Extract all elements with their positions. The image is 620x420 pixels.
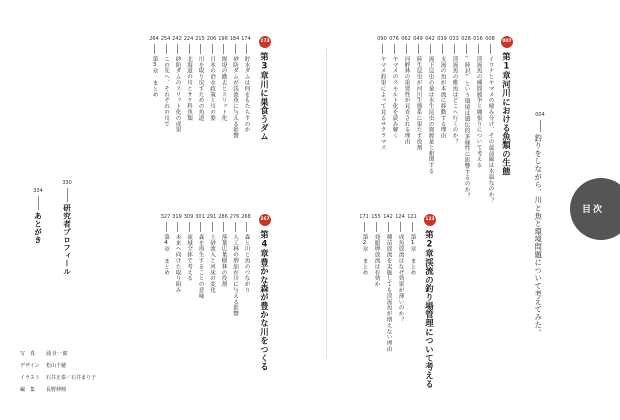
entry-page-number: 224 <box>183 36 194 42</box>
entry-page-number: 254 <box>160 36 171 42</box>
toc-entry[interactable]: 落葉広葉樹林の役割 <box>220 234 227 288</box>
chapter3-badge: 173 <box>259 36 271 48</box>
entry-page-number: 301 <box>195 214 205 220</box>
credit-role: デザイン <box>20 363 40 369</box>
entry-stem <box>235 44 236 54</box>
credit-name: 石井正泰／石井まり子 <box>46 375 97 381</box>
entry-page-number: 039 <box>437 36 447 42</box>
entry-stem <box>430 44 431 54</box>
toc-tab-label: 目次 <box>582 205 605 215</box>
credit-role: 写 真 <box>20 351 36 357</box>
entry-page-number: 184 <box>229 36 240 42</box>
toc-entry[interactable]: 渓流魚の稚魚はどこへ行くのか？ <box>451 56 458 145</box>
toc-entry[interactable]: 第3章 まとめ <box>151 56 158 98</box>
entry-page-number: 327 <box>160 214 171 220</box>
entry-stem <box>154 44 155 54</box>
toc-entry[interactable]: 日本の治水政策と川の姿 <box>209 56 216 121</box>
credit-name: 長野伸興 <box>46 387 67 393</box>
entry-page-number: 121 <box>407 214 417 220</box>
entry-page-number: 090 <box>377 36 387 42</box>
entry-stem <box>442 44 443 54</box>
toc-entry[interactable]: ヤマメ釣果によって見るサクラマス <box>379 56 386 151</box>
entry-page-number: 049 <box>413 36 423 42</box>
entry-stem <box>166 222 167 232</box>
afterword-page-number: 334 <box>33 188 43 194</box>
chapter2-title[interactable]: 渓流の釣り場管理について考える <box>424 258 435 389</box>
entry-stem <box>454 44 455 54</box>
entry-page-number: 268 <box>241 214 251 220</box>
entry-page-number: 155 <box>371 214 381 220</box>
entry-stem <box>246 44 247 54</box>
entry-stem <box>246 222 247 232</box>
toc-entry[interactable]: 人工林の増加が川に与える影響 <box>232 234 239 317</box>
chapter1-label: 第1章 <box>501 52 512 80</box>
toc-entry[interactable]: 未来へ向けた取り組み <box>174 234 181 293</box>
toc-entry[interactable]: 第4章 まとめ <box>163 234 170 276</box>
entry-stem <box>388 222 389 232</box>
entry-page-number: 124 <box>395 214 405 220</box>
entry-stem <box>177 222 178 232</box>
chapter3-title[interactable]: 川に巣食うダム <box>259 80 270 141</box>
entry-stem <box>376 222 377 232</box>
entry-stem <box>177 44 178 54</box>
afterword-stem <box>38 196 39 210</box>
credit-row <box>20 352 68 357</box>
credit-name: 松山千穂 <box>46 363 67 369</box>
entry-stem <box>418 44 419 54</box>
credit-row <box>20 376 96 381</box>
entry-stem <box>412 222 413 232</box>
credit-row <box>20 388 66 393</box>
entry-stem <box>478 44 479 54</box>
toc-entry[interactable]: 河畔林の重要性が見直される理由 <box>403 56 410 145</box>
toc-entry[interactable]: イワナとヤマメの棲み分け、その最前線は水温なのか？ <box>487 56 494 204</box>
entry-page-number: 206 <box>206 36 217 42</box>
entry-page-number: 076 <box>389 36 399 42</box>
entry-stem <box>212 222 213 232</box>
chapter4-title[interactable]: 豊かな森が豊かな川をつくる <box>259 258 270 371</box>
entry-page-number: 286 <box>218 214 228 220</box>
toc-tab <box>570 178 620 240</box>
toc-entry[interactable]: 北海道の川とサケ科魚類 <box>186 56 193 121</box>
profile-page-number: 330 <box>62 180 72 186</box>
entry-page-number: 196 <box>218 36 228 42</box>
toc-entry[interactable]: 流域全体で考える <box>186 234 193 282</box>
toc-entry[interactable]: 陸生昆虫が河川生態系に果たす役割 <box>415 56 422 151</box>
credit-role: イラスト <box>20 375 40 381</box>
chapter1-badge: 007 <box>501 36 513 48</box>
profile-entry[interactable]: 研究者プロフィール <box>62 204 72 276</box>
toc-entry[interactable]: 森と川と魚のつながり <box>243 234 250 293</box>
toc-entry[interactable]: 川を取り戻すための魚道 <box>197 56 204 121</box>
entry-stem <box>200 222 201 232</box>
toc-entry[interactable]: 種苗放流を実施しても渓流魚が増えない理由 <box>385 234 392 352</box>
intro-page-number: 004 <box>535 112 545 118</box>
entry-stem <box>189 222 190 232</box>
toc-entry[interactable]: この先へ、それぞれの川で <box>163 56 170 127</box>
entry-page-number: 033 <box>449 36 459 42</box>
toc-entry[interactable]: 堰堤の撤去とスリット化 <box>220 56 227 121</box>
toc-entry[interactable]: 土砂流入と河床の変化 <box>209 234 216 293</box>
toc-entry[interactable]: 渓流魚の種間競争と縄張りについて考える <box>475 56 482 169</box>
intro-stem <box>540 120 541 132</box>
entry-stem <box>223 222 224 232</box>
entry-page-number: 242 <box>172 36 182 42</box>
toc-entry[interactable]: ヤマメのスモルト化を読み解く <box>391 56 398 139</box>
entry-page-number: 319 <box>172 214 182 220</box>
entry-page-number: 291 <box>206 214 217 220</box>
credit-row <box>20 364 66 369</box>
chapter2-badge: 123 <box>424 214 436 226</box>
entry-stem <box>382 44 383 54</box>
entry-page-number: 008 <box>485 36 495 42</box>
toc-entry[interactable]: 支流の魚が本流に移動する理由 <box>439 56 446 139</box>
toc-entry[interactable]: 貯水ダムは何をもたらすのか <box>243 56 250 133</box>
entry-page-number: 062 <box>401 36 411 42</box>
entry-stem <box>223 44 224 54</box>
entry-stem <box>490 44 491 54</box>
toc-entry[interactable]: 成魚放流はなぜ効果が薄いのか？ <box>397 234 404 323</box>
intro-entry[interactable]: 釣りをしながら、川と魚と環境問題について考えてみた。 <box>534 134 544 337</box>
entry-page-number: 016 <box>473 36 483 42</box>
page-gutter <box>326 48 327 358</box>
entry-stem <box>394 44 395 54</box>
entry-stem <box>166 44 167 54</box>
toc-entry[interactable]: 森を再生することの意味 <box>197 234 204 299</box>
afterword-entry[interactable]: あとがき <box>33 212 43 244</box>
chapter3-label: 第3章 <box>259 52 270 80</box>
entry-page-number: 142 <box>383 214 393 220</box>
entry-page-number: 276 <box>229 214 240 220</box>
entry-stem <box>235 222 236 232</box>
toc-entry[interactable]: 第2章 まとめ <box>361 234 368 276</box>
chapter4-label: 第4章 <box>259 230 270 258</box>
chapter2-label: 第2章 <box>424 230 435 258</box>
entry-stem <box>200 44 201 54</box>
entry-page-number: 309 <box>183 214 194 220</box>
credit-name: 浦 壮一郎 <box>46 351 68 357</box>
entry-page-number: 171 <box>359 214 369 220</box>
entry-page-number: 215 <box>195 36 205 42</box>
entry-stem <box>400 222 401 232</box>
chapter4-badge: 267 <box>259 214 271 226</box>
toc-entry[interactable]: 発眼卵放流は有効か <box>373 234 380 288</box>
entry-page-number: 042 <box>425 36 435 42</box>
toc-entry[interactable]: 砂防ダムのスリット化の成果 <box>174 56 181 133</box>
toc-entry[interactable]: 流下昆虫の量は水生昆虫の資源量と相関する <box>427 56 434 174</box>
entry-stem <box>189 44 190 54</box>
toc-entry[interactable]: “陸封”という環境は遺伝的多様性に影響するのか？ <box>463 56 470 199</box>
entry-stem <box>406 44 407 54</box>
toc-entry[interactable]: 第1章 まとめ <box>409 234 416 276</box>
profile-stem <box>67 188 68 202</box>
credit-role: 編 集 <box>20 387 36 393</box>
entry-stem <box>364 222 365 232</box>
entry-stem <box>212 44 213 54</box>
entry-stem <box>466 44 467 54</box>
entry-page-number: 028 <box>461 36 471 42</box>
entry-page-number: 264 <box>149 36 159 42</box>
toc-entry[interactable]: 砂防ダムが渓流魚に与える影響 <box>232 56 239 139</box>
chapter1-title[interactable]: 河川における魚類の生態 <box>501 80 512 176</box>
entry-page-number: 174 <box>241 36 251 42</box>
